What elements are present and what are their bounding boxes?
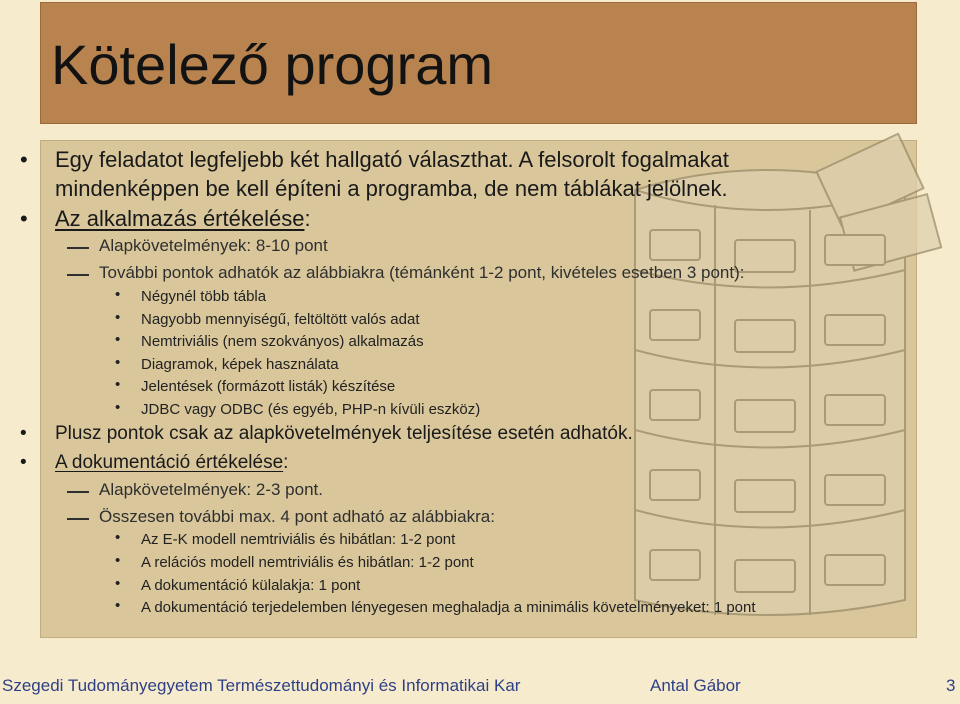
item-level3: • Az E-K modell nemtriviális és hibátlan: 1-2 pont <box>115 529 456 548</box>
item-level2: További pontok adhatók az alábbiakra (témánként 1-2 pont, kivételes esetben 3 pont): <box>99 263 744 283</box>
bullet-icon: • <box>20 423 27 444</box>
drawer-cabinet-illustration <box>575 130 955 630</box>
bullet-icon: • <box>115 575 121 592</box>
bullet-icon: • <box>115 354 121 371</box>
item-level3: • A relációs modell nemtriviális és hibátlan: 1-2 pont <box>115 552 474 571</box>
item-level3: • JDBC vagy ODBC (és egyéb, PHP-n kívüli eszköz) <box>115 399 481 418</box>
title-bar <box>40 2 917 124</box>
item-level2: Alapkövetelmények: 8-10 pont <box>99 236 328 256</box>
footer-page-number: 3 <box>946 676 956 695</box>
footer-institution: Szegedi Tudományegyetem Természettudományi és Informatikai Kar <box>2 676 521 695</box>
item-level1: • Az alkalmazás értékelése: <box>20 206 311 231</box>
dash-icon <box>67 247 89 249</box>
bullet-icon: • <box>115 399 121 416</box>
item-level2: Összesen további max. 4 pont adható az alábbiakra: <box>99 507 495 527</box>
dash-icon <box>67 274 89 276</box>
bullet-icon: • <box>20 206 28 231</box>
bullet-icon: • <box>115 529 121 546</box>
item-level2: Alapkövetelmények: 2-3 pont. <box>99 480 323 500</box>
item-level3: • Négynél több tábla <box>115 286 267 305</box>
item-level3: • A dokumentáció külalakja: 1 pont <box>115 575 361 594</box>
item-level3: • Jelentések (formázott listák) készítése <box>115 376 396 395</box>
bullet-icon: • <box>115 376 121 393</box>
bullet-icon: • <box>20 147 28 172</box>
item-level1: • Plusz pontok csak az alapkövetelmények teljesítése esetén adhatók. <box>20 423 633 444</box>
slide-title: Kötelező program <box>51 33 494 96</box>
item-level3: • Nemtriviális (nem szokványos) alkalmazás <box>115 331 424 350</box>
footer-author: Antal Gábor <box>650 676 741 695</box>
bullet-icon: • <box>115 552 121 569</box>
item-level3: • Diagramok, képek használata <box>115 354 339 373</box>
item-level1-continuation: mindenképpen be kell építeni a programba, de nem táblákat jelölnek. <box>55 176 728 201</box>
bullet-icon: • <box>115 331 121 348</box>
bullet-icon: • <box>20 452 27 473</box>
item-level1: • A dokumentáció értékelése: <box>20 452 289 473</box>
item-level3: • A dokumentáció terjedelemben lényegesen meghaladja a minimális követelményeket: 1 pont <box>115 597 756 616</box>
dash-icon <box>67 518 89 520</box>
bullet-icon: • <box>115 286 121 303</box>
bullet-icon: • <box>115 309 121 326</box>
dash-icon <box>67 491 89 493</box>
bullet-icon: • <box>115 597 121 614</box>
item-level1: • Egy feladatot legfeljebb két hallgató választhat. A felsorolt fogalmakat <box>20 147 729 172</box>
item-level3: • Nagyobb mennyiségű, feltöltött valós adat <box>115 309 420 328</box>
